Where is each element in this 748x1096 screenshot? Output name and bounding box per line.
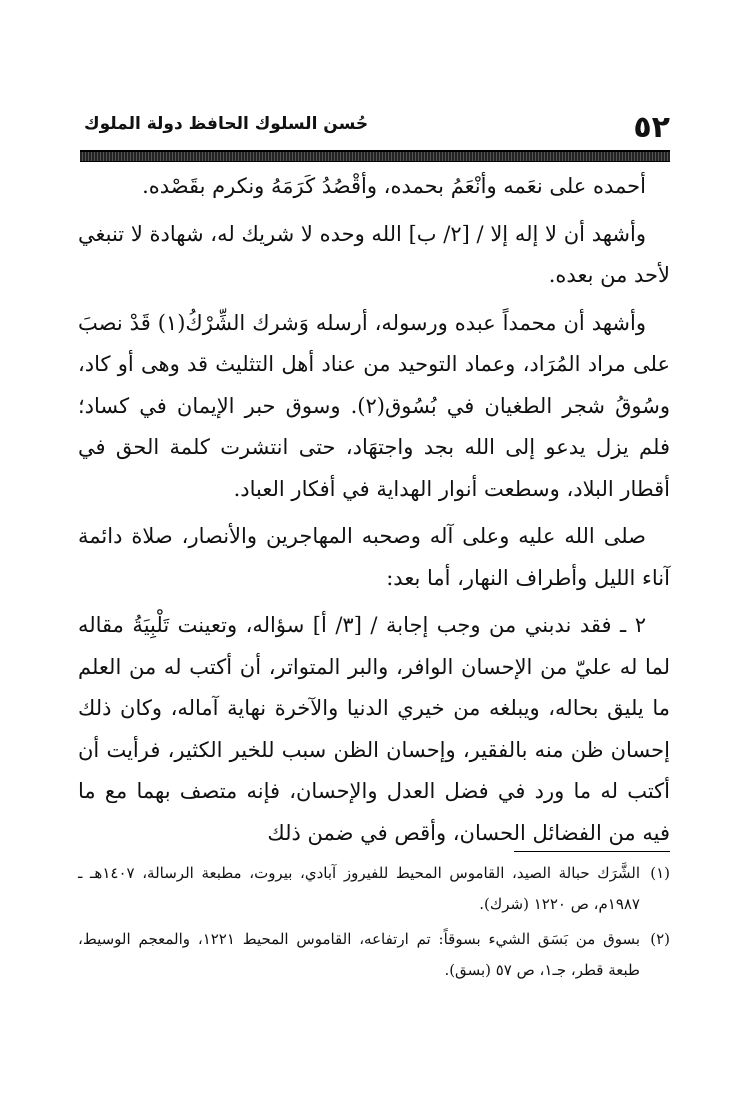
footnote-2 <box>78 924 670 986</box>
footnote-1 <box>78 858 670 920</box>
paragraph-praise: أحمده على نعَمه وأنْعَمُ بحمده، وأقْصُدُ كَرَمَهُ ونكرم بقَصْده. <box>142 174 646 198</box>
footnote-separator <box>514 851 670 852</box>
footnote-1-text: الشَّرَك حبالة الصيد، القاموس المحيط للفيروز آبادي، بيروت، مطبعة الرسالة، ١٤٠٧هـ ـ ١٩٨٧م، ص ١٢٢٠ (شرك). <box>78 864 641 913</box>
paragraph-section-2: ٢ ـ فقد ندبني من وجب إجابة / [٣/ أ] سؤاله، وتعينت تَلْبِيَةُ مقاله لما له عليّ من الإحسان الوافر، والبر المتواتر، أن أكتب له من العلم ما يليق بحاله، ويبلغه من خيري الدنيا والآخرة نهاية آماله، وكان ذلك إحسان ظن منه بالفقير، وإحسان الظن سبب للخير الكثير، فرأيت أن أكتب له ما ورد في فضل العدل والإحسان، فإنه متصف بهما مع ما فيه من الفضائل الحسان، وأقص في ضمن ذلك <box>78 613 670 845</box>
page-number: ٥٢ <box>633 110 670 145</box>
main-text <box>78 166 670 860</box>
footnote-2-marker: (٢) <box>650 930 670 948</box>
paragraph-salutation: صلى الله عليه وعلى آله وصحبه المهاجرين والأنصار، صلاة دائمة آناء الليل وأطراف النهار، أما بعد: <box>78 524 670 590</box>
footnote-1-marker: (١) <box>650 864 670 882</box>
footnote-2-text: بسوق من بَسَق الشيء بسوقاً: تم ارتفاعه، القاموس المحيط ١٢٢١، والمعجم الوسيط، طبعة قطر، جـ١، ص ٥٧ (بسق). <box>78 930 641 979</box>
running-header <box>80 106 670 146</box>
header-rule <box>80 150 670 162</box>
footnotes <box>78 858 670 990</box>
running-title: حُسن السلوك الحافظ دولة الملوك <box>84 114 369 134</box>
paragraph-testimony: وأشهد أن لا إله إلا / [٢/ ب] الله وحده لا شريك له، شهادة لا تنبغي لأحد من بعده. <box>78 221 670 287</box>
paragraph-prophet: وأشهد أن محمداً عبده ورسوله، أرسله وَشرك الشِّرْكُ(١) قَدْ نصبَ على مراد المُرَاد، وعماد التوحيد من عناد أهل التثليث قد وهى أو كاد، وسُوقُ شجر الطغيان في بُسُوق(٢). وسوق حبر الإيمان في كساد؛ فلم يزل يدعو إلى الله بجد واجتهَاد، حتى انتشرت كلمة الحق في أقطار البلاد، وسطعت أنوار الهداية في أفكار العباد. <box>78 310 670 501</box>
